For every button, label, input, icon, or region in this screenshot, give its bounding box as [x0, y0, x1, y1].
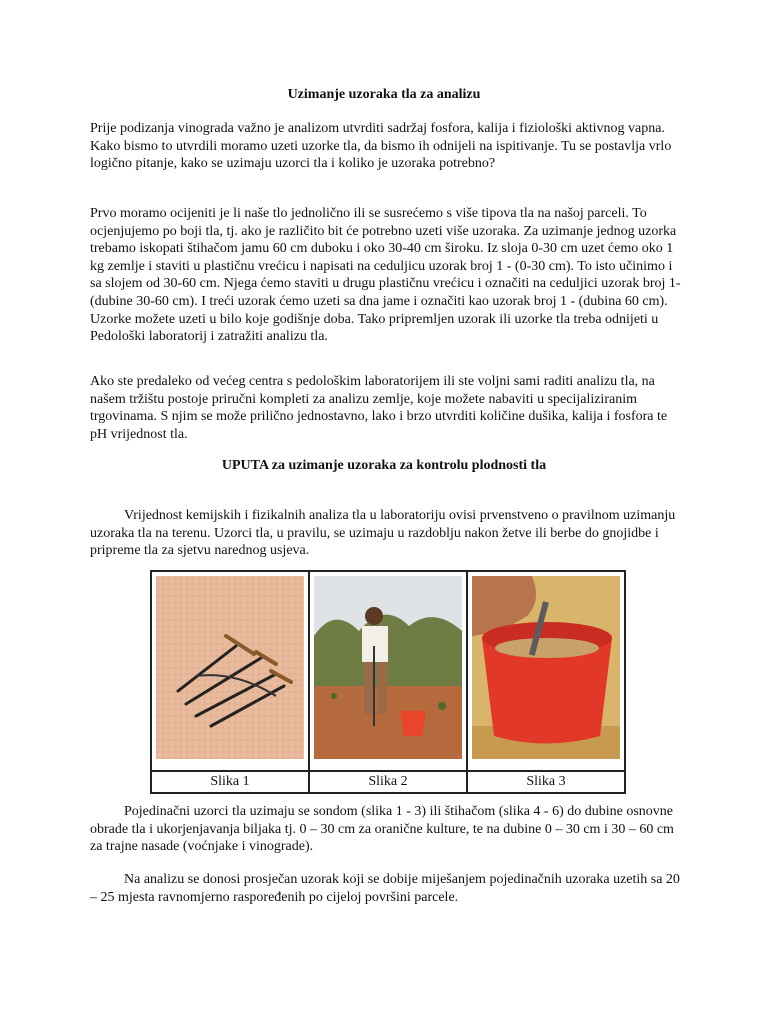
figure-cell-2	[309, 571, 467, 771]
paragraph-soil-sampling: Prvo moramo ocijeniti je li naše tlo jednolično ili se susrećemo s više tipova tla na našoj parceli. To ocjenjujemo po boji tla, tj. ako je različito bit će potrebno uzeti više uzoraka. Za uzimanje jednog uzorka trebamo iskopati štihačom jamu 60 cm duboku i oko 30-40 cm široku. Iz sloja 0-30 cm uzet ćemo oko 1 kg zemlje i staviti u plastičnu vrećicu i napisati na ceduljicu uzorak broj 1 - (0-30 cm). To isto učinimo i sa slojem od 30-60 cm. Njega ćemo staviti u drugu plastičnu vrećicu i označiti na ceduljici uzorak broj 1- (dubine 30-60 cm). I treći uzorak ćemo uzeti sa dna jame i označiti kao uzorak broj 1 - (dubina 60 cm). Uzorke možete uzeti u bilo koje godišnje doba. Tako pripremljen uzorak ili uzorke tla treba odnijeti u Pedološki laboratorij i zatražiti analizu tla.	[90, 206, 681, 345]
figure-cell-3	[467, 571, 625, 771]
man-sampling-photo	[314, 576, 462, 759]
bucket-photo	[472, 576, 620, 759]
figure-table	[150, 570, 619, 789]
figure-caption-2: Slika 2	[309, 771, 467, 793]
paragraph-lab-analysis: Vrijednost kemijskih i fizikalnih analiza tla u laboratoriju ovisi prvenstveno o pravilnom uzimanju uzoraka tla na terenu. Uzorci tla, u pravilu, se uzimaju u razdoblju nakon žetve ili berbe do gnojidbe i pripreme tla za sjetvu narednog usjeva.	[90, 508, 676, 559]
paragraph-home-kits: Ako ste predaleko od većeg centra s pedološkim laboratorijem ili ste voljni sami raditi analizu tla, na našem tržištu postoje priručni kompleti za analizu zemlje, koje možete nabaviti u specijaliziranim trgovinama. S njim se može prilično jednostavno, lako i brzo utvrditi količine dušika, kalija i fosfora te pH vrijednost tla.	[90, 374, 668, 442]
document-title: Uzimanje uzoraka tla za analizu	[287, 87, 481, 102]
figure-cell-1	[151, 571, 309, 771]
soil-probes-photo	[156, 576, 304, 759]
paragraph-probe-method: Pojedinačni uzorci tla uzimaju se sondom (slika 1 - 3) ili štihačom (slika 4 - 6) do dubine osnovne obrade tla i ukorjenjavanja biljaka tj. 0 – 30 cm za oranične kulture, te na dubine 0 – 30 cm i 30 – 60 cm za trajne nasade (voćnjake i vinograde).	[90, 804, 674, 855]
section-subtitle: UPUTA za uzimanje uzoraka za kontrolu plodnosti tla	[221, 458, 547, 473]
figure-caption-3: Slika 3	[467, 771, 625, 793]
figure-caption-1: Slika 1	[151, 771, 309, 793]
paragraph-intro: Prije podizanja vinograda važno je analizom utvrditi sadržaj fosfora, kalija i fiziološki aktivnog vapna. Kako bismo to utvrdili moramo uzeti uzorke tla, da bismo ih odnijeli na ispitivanje. Tu se postavlja vrlo logično pitanje, kako se uzimaju uzorci tla i koliko je uzoraka potrebno?	[90, 121, 672, 172]
paragraph-average-sample: Na analizu se donosi prosječan uzorak koji se dobije miješanjem pojedinačnih uzoraka uzetih sa 20 – 25 mjesta ravnomjerno raspoređenih po cijeloj površini parcele.	[90, 872, 680, 905]
